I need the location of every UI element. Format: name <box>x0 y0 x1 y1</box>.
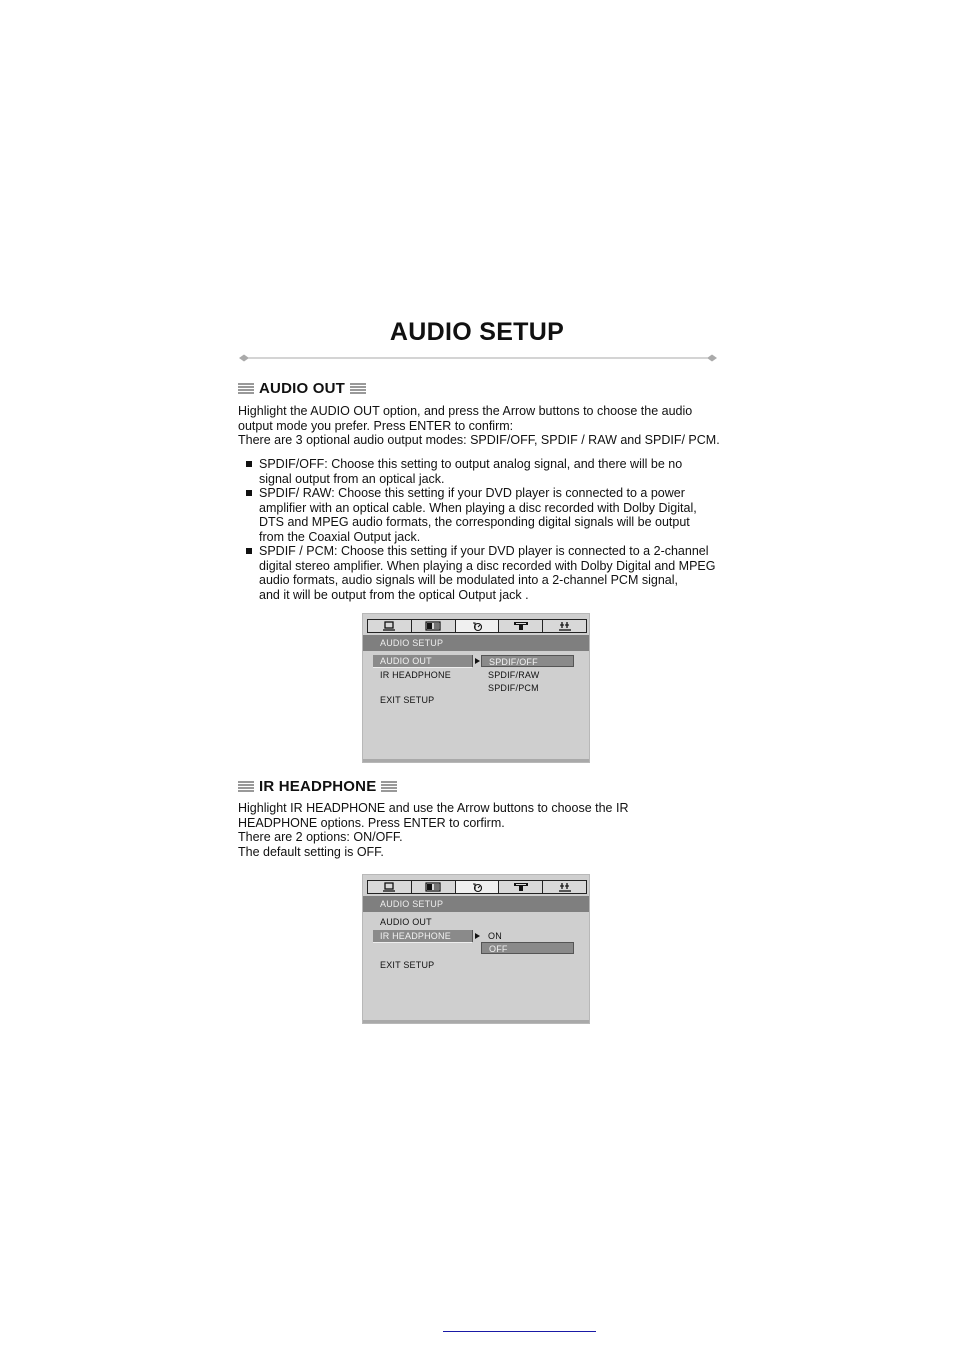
list-item <box>246 486 736 544</box>
arrow-right-icon <box>475 933 480 939</box>
list-item-text: SPDIF / PCM: Choose this setting if your DVD player is connected to a 2-channel digital stereo amplifier. When playing a disc recorded with Dolby Digital and MPEG audio formats, audio signals will be modulated into a 2-channel PCM signal, and it will be output from the optical Output jack . <box>259 544 716 602</box>
tab-video[interactable] <box>499 620 543 632</box>
monitor-icon <box>382 882 396 892</box>
menu-lines-icon <box>238 781 254 792</box>
osd-option-spdif-raw[interactable]: SPDIF/RAW <box>488 670 540 680</box>
bullet-square-icon <box>246 461 252 467</box>
bullet-square-icon <box>246 548 252 554</box>
arrow-right-icon <box>475 658 480 664</box>
intro-line: HEADPHONE options. Press ENTER to corfirm. <box>238 815 505 830</box>
osd-bottom-border <box>363 1020 589 1023</box>
osd-option-spdif-pcm[interactable]: SPDIF/PCM <box>488 683 539 693</box>
preference-icon <box>558 882 572 892</box>
tab-general[interactable] <box>368 620 412 632</box>
osd-icon-tab-bar <box>367 880 587 894</box>
audio-out-modes-list <box>246 457 736 602</box>
osd-item-ir-headphone[interactable]: IR HEADPHONE <box>380 670 451 680</box>
osd-item-exit-setup[interactable]: EXIT SETUP <box>380 960 435 970</box>
osd-item-audio-out[interactable]: AUDIO OUT <box>373 655 472 668</box>
tab-preference[interactable] <box>543 881 586 893</box>
osd-icon-tab-bar <box>367 619 587 633</box>
osd-option-off[interactable]: OFF <box>481 942 574 954</box>
tab-preference[interactable] <box>543 620 586 632</box>
intro-line: There are 3 optional audio output modes: SPDIF/OFF, SPDIF / RAW and SPDIF/ PCM. <box>238 433 720 447</box>
audio-icon <box>470 621 484 632</box>
audio-out-heading <box>238 380 366 397</box>
osd-bottom-border <box>363 759 589 762</box>
preference-icon <box>558 621 572 631</box>
intro-line: The default setting is OFF. <box>238 844 384 859</box>
osd-option-spdif-off[interactable]: SPDIF/OFF <box>481 655 574 667</box>
ir-headphone-intro <box>238 801 738 859</box>
tab-language[interactable] <box>412 881 456 893</box>
osd-divider <box>472 655 473 667</box>
intro-line: output mode you prefer. Press ENTER to confirm: <box>238 418 514 433</box>
video-icon <box>513 621 529 631</box>
menu-lines-icon <box>381 781 397 792</box>
page-title: AUDIO SETUP <box>389 318 565 346</box>
audio-icon <box>470 882 484 893</box>
osd-audio-setup-menu <box>362 874 590 1024</box>
audio-out-heading-text: AUDIO OUT <box>259 380 345 397</box>
intro-line: Highlight IR HEADPHONE and use the Arrow buttons to choose the IR <box>238 801 629 815</box>
title-divider <box>238 353 718 363</box>
list-item-text: SPDIF/OFF: Choose this setting to output analog signal, and there will be no signal output from an optical jack. <box>259 457 683 486</box>
language-icon <box>425 882 441 892</box>
intro-line: There are 2 options: ON/OFF. <box>238 830 403 844</box>
menu-lines-icon <box>350 383 366 394</box>
osd-divider <box>472 930 473 942</box>
tab-language[interactable] <box>412 620 456 632</box>
monitor-icon <box>382 621 396 631</box>
video-icon <box>513 882 529 892</box>
osd-item-exit-setup[interactable]: EXIT SETUP <box>380 695 435 705</box>
list-item <box>246 544 736 602</box>
intro-line: Highlight the AUDIO OUT option, and press the Arrow buttons to choose the audio <box>238 404 693 418</box>
audio-out-intro <box>238 404 738 448</box>
language-icon <box>425 621 441 631</box>
osd-option-on[interactable]: ON <box>488 931 502 941</box>
ir-headphone-heading <box>238 778 397 795</box>
list-item-text: SPDIF/ RAW: Choose this setting if your DVD player is connected to a power amplifier with an optical cable. When playing a disc recorded with Dolby Digital, DTS and MPEG audio formats, the corresponding digital signals will be output from the Coaxial Output jack. <box>259 486 697 544</box>
tab-audio[interactable] <box>456 881 500 893</box>
ir-headphone-heading-text: IR HEADPHONE <box>259 778 377 795</box>
osd-audio-setup-menu <box>362 613 590 763</box>
osd-item-ir-headphone[interactable]: IR HEADPHONE <box>373 930 472 943</box>
bullet-square-icon <box>246 490 252 496</box>
osd-item-audio-out[interactable]: AUDIO OUT <box>380 917 432 927</box>
tab-video[interactable] <box>499 881 543 893</box>
tab-audio[interactable] <box>456 620 500 632</box>
tab-general[interactable] <box>368 881 412 893</box>
osd-header: AUDIO SETUP <box>363 896 589 912</box>
footer-link-underline[interactable] <box>443 1331 596 1332</box>
list-item <box>246 457 736 486</box>
menu-lines-icon <box>238 383 254 394</box>
osd-header: AUDIO SETUP <box>363 635 589 651</box>
